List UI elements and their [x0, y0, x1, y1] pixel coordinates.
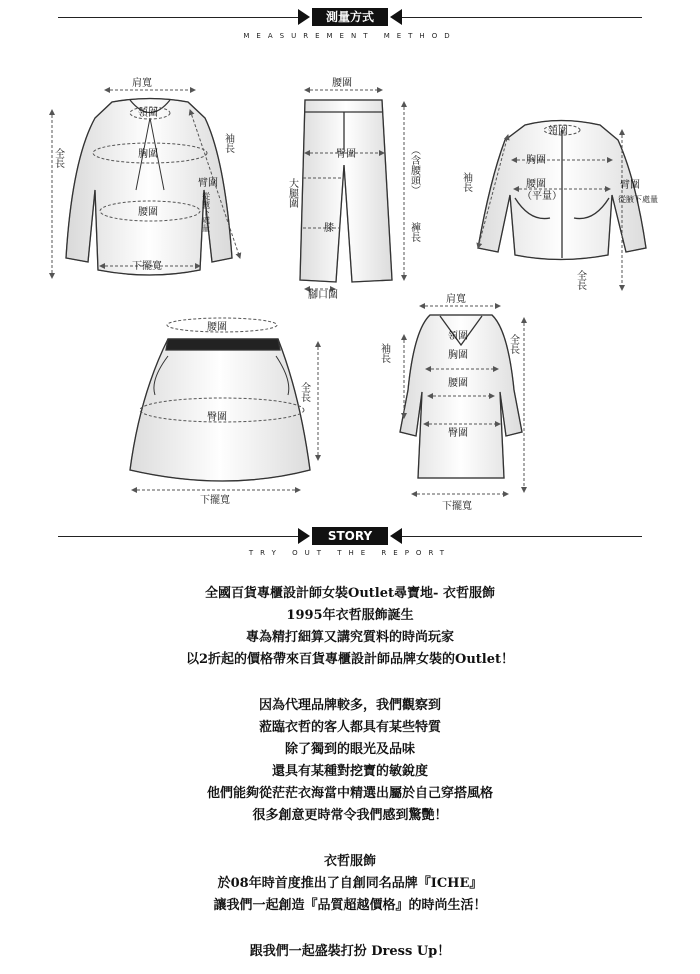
skirt-diagram: [130, 339, 310, 481]
pants-length-label: 褲長: [408, 222, 420, 242]
jacket-length-label: 全長: [574, 270, 586, 290]
story-line: 因為代理品牌較多，我們觀察到: [258, 698, 441, 713]
story-title: STORY: [312, 527, 388, 545]
story-text: [0, 583, 700, 963]
story-line: 以2折起的價格帶來百貨專櫃設計師品牌女裝的Outlet！: [185, 652, 515, 667]
story-subtitle: TRY OUT THE REPORT: [248, 549, 452, 557]
blouse-chest-label: 胸圍: [138, 149, 158, 160]
dress-length-label: 全長: [507, 334, 519, 354]
pants-waist-label: 腰圍: [332, 78, 352, 89]
story-line: 1995年衣哲服飾誕生: [286, 608, 414, 623]
blouse-collar-label: 領圍: [138, 108, 158, 119]
story-line: 專為精打細算又講究質料的時尚玩家: [245, 630, 454, 645]
story-line: 蒞臨衣哲的客人都具有某些特質: [258, 720, 441, 735]
jacket-waist-label: 腰圍: [526, 179, 546, 190]
jacket-waist-note: （平量）: [522, 191, 562, 202]
blouse-length-label: 全長: [52, 148, 64, 168]
story-line: 還具有某種對挖寶的敏銳度: [271, 764, 428, 779]
blouse-arm-note: 從腋下處量: [201, 192, 211, 232]
blouse-shoulder-label: 肩寬: [132, 78, 152, 89]
jacket-collar-label: 領圍: [548, 126, 568, 137]
pants-cuff-label: 腳口圍: [308, 290, 338, 301]
story-line: 除了獨到的眼光及品味: [284, 742, 415, 757]
measurement-subtitle: MEASUREMENT METHOD: [243, 32, 457, 40]
skirt-length-label: 全長: [298, 382, 310, 402]
jacket-arm-label: 臂圍: [620, 180, 640, 191]
blouse-sleeve-label: 袖長: [222, 133, 234, 153]
paragraph-gap: [0, 827, 700, 851]
story-line: 讓我們一起創造『品質超越價格』的時尚生活！: [213, 898, 487, 913]
pants-length-note: （含腰頭）: [408, 145, 420, 195]
dress-sleeve-label: 袖長: [378, 343, 390, 363]
blouse-hem-label: 下擺寬: [132, 261, 162, 272]
paragraph-gap: [0, 917, 700, 941]
pants-knee-label: 膝: [324, 223, 334, 234]
story-rule-left: [58, 536, 298, 537]
paragraph-gap: [0, 671, 700, 695]
dress-hip-label: 臀圍: [448, 428, 468, 439]
jacket-sleeve-label: 袖長: [460, 172, 472, 192]
arrow-left-icon: [390, 528, 402, 544]
dress-collar-label: 領圍: [448, 331, 468, 342]
jacket-chest-label: 胸圍: [526, 155, 546, 166]
story-line: 跟我們一起盛裝打扮 Dress Up！: [249, 944, 451, 959]
pants-diagram: [300, 100, 392, 282]
dress-chest-label: 胸圍: [448, 350, 468, 361]
pants-hip-label: 臀圍: [336, 149, 356, 160]
dress-waist-label: 腰圍: [448, 378, 468, 389]
story-line: 於08年時首度推出了自創同名品牌『ICHE』: [217, 876, 483, 891]
story-line: 全國百貨專櫃設計師女裝Outlet尋寶地- 衣哲服飾: [205, 586, 495, 601]
dress-hem-label: 下擺寬: [442, 501, 472, 512]
story-line: 很多創意更時常令我們感到驚艷！: [252, 808, 448, 823]
jacket-arm-note: 從腋下處量: [618, 195, 658, 204]
story-line: 衣哲服飾: [323, 854, 376, 869]
arrow-right-icon: [298, 528, 310, 544]
story-line: 他們能夠從茫茫衣海當中精選出屬於自己穿搭風格: [206, 786, 493, 801]
skirt-hem-label: 下擺寬: [200, 495, 230, 506]
skirt-waist-label: 腰圍: [207, 322, 227, 333]
skirt-hip-label: 臀圍: [207, 412, 227, 423]
story-rule-right: [402, 536, 642, 537]
dress-shoulder-label: 肩寬: [446, 294, 466, 305]
measurement-title: 測量方式: [312, 8, 388, 26]
pants-thigh-label: 大腿圍: [286, 178, 298, 208]
blouse-waist-label: 腰圍: [138, 207, 158, 218]
blouse-arm-label: 臂圍: [198, 178, 218, 189]
